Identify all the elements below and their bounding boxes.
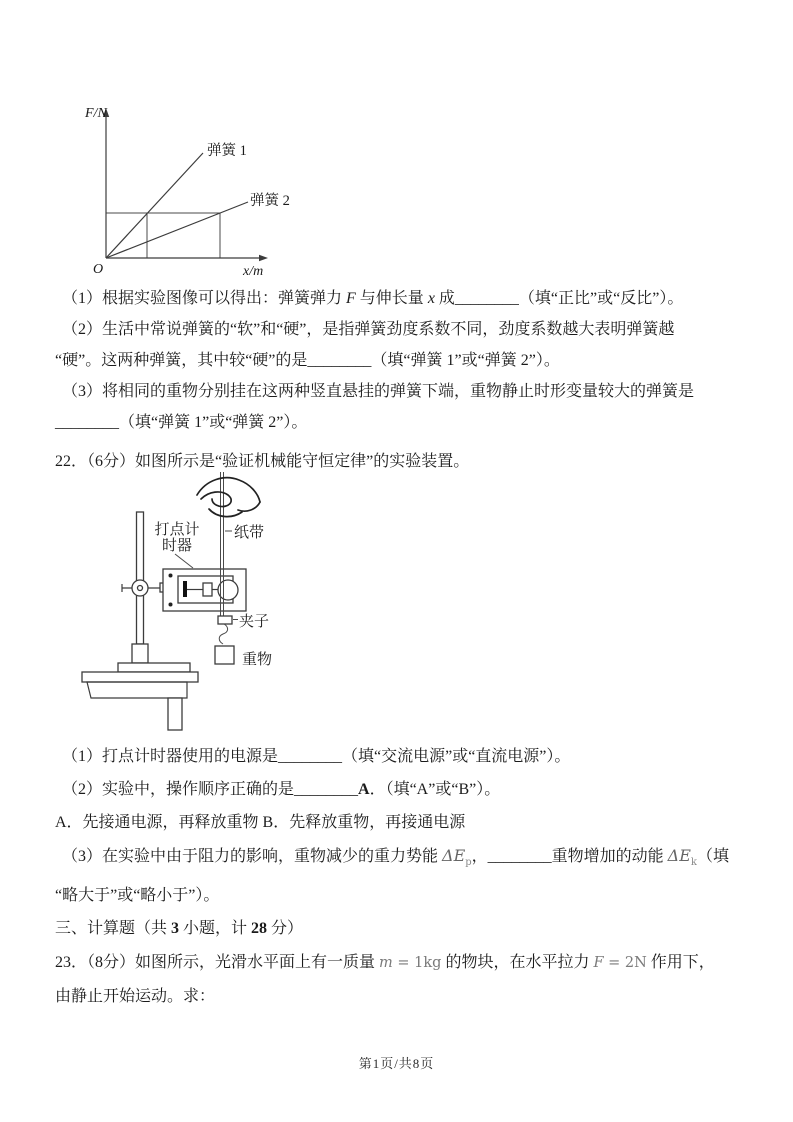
x-axis-arrow-icon <box>259 255 268 261</box>
section3-heading: 三、计算题（共 3 小题，计 28 分） <box>55 920 304 938</box>
q22-part2-answer: A <box>358 781 370 798</box>
q23-line1-mid: 的物块，在水平拉力 <box>441 954 594 971</box>
spring2-label: 弹簧 2 <box>250 193 290 209</box>
q21-part3: （3）将相同的重物分别挂在这两种竖直悬挂的弹簧下端，重物静止时形变量较大的弹簧是 <box>62 383 695 400</box>
tape-label: 纸带 <box>234 525 265 541</box>
delta-Ek-symbol: $\Delta E_k$ <box>667 846 697 869</box>
y-axis-label: F/N <box>85 106 107 121</box>
origin-label: O <box>93 262 104 277</box>
section3-points: 28 <box>251 920 268 938</box>
table <box>82 672 198 730</box>
spring1-label: 弹簧 1 <box>207 143 247 159</box>
q22-part1: （1）打点计时器使用的电源是________（填“交流电源”或“直流电源”）。 <box>62 748 571 765</box>
delta-Ep-symbol: $\Delta E_p$ <box>442 846 472 869</box>
q23-line1-text: 23．（8分）如图所示，光滑水平面上有一质量 <box>55 954 380 971</box>
force-equation: F = 2N <box>593 955 647 971</box>
spring2-line <box>106 202 248 258</box>
q22-part3-text: （3）在实验中由于阻力的影响，重物减少的重力势能 <box>62 848 443 865</box>
spring1-line <box>106 153 203 258</box>
stand-base <box>118 663 190 672</box>
force-extension-graph <box>83 103 313 285</box>
section3-count: 3 <box>171 920 180 938</box>
vibrator-bar <box>183 581 187 597</box>
q22-part3-mid: ，________重物增加的动能 <box>471 848 668 865</box>
q22-part2 <box>55 773 765 806</box>
q22-part3-post: （填 <box>696 848 729 865</box>
page-number-footer: 第1页/共8页 <box>358 1056 435 1071</box>
stand-rod <box>137 512 144 644</box>
weight <box>215 646 234 664</box>
q21-part2-cont: “硬”。这两种弹簧，其中较“硬”的是________（填“弹簧 1”或“弹簧 2”）。 <box>55 352 560 369</box>
weight-label: 重物 <box>242 652 273 668</box>
q21-text-block <box>55 283 765 438</box>
apparatus-figure <box>60 468 292 740</box>
clip-label: 夹子 <box>239 614 270 630</box>
q23-text-block <box>55 946 765 1013</box>
q22-part3 <box>55 839 765 879</box>
q21-part1 <box>55 283 765 314</box>
extension-symbol: x <box>427 290 435 307</box>
clip <box>218 616 232 624</box>
timer-label-line2: 时器 <box>161 538 193 554</box>
q22-part2-post: ．（填“A”或“B”）。 <box>369 781 501 798</box>
q22-part2-text: （2）实验中，操作顺序正确的是________ <box>62 781 359 798</box>
q23-line2: 由静止开始运动。求： <box>55 988 216 1005</box>
q21-part3-cont: ________（填“弹簧 1”或“弹簧 2”）。 <box>55 414 308 431</box>
q23-line1-post: 作用下， <box>646 954 715 971</box>
q21-part1-text: （1）根据实验图像可以得出：弹簧弹力 <box>62 290 347 307</box>
q22-text-block <box>55 740 765 945</box>
q21-part1-blank: 成________（填“正比”或“反比”）。 <box>434 290 684 307</box>
mass-equation: m = 1kg <box>379 955 442 971</box>
q22-part3-cont: “略大于”或“略小于”）。 <box>55 887 220 905</box>
q21-part1-mid: 与伸长量 <box>355 290 428 307</box>
force-symbol: F <box>346 290 356 307</box>
x-axis-label: x/m <box>243 264 264 279</box>
q22-options: A．先接通电源，再释放重物 B．先释放重物，再接通电源 <box>55 814 466 831</box>
timer-label-line1: 打点计 <box>154 522 200 538</box>
q23-line1 <box>55 946 765 980</box>
q21-part2: （2）生活中常说弹簧的“软”和“硬”，是指弹簧劲度系数不同，劲度系数越大表明弹簧越 <box>62 321 675 338</box>
q22-title: 22．（6分）如图所示是“验证机械能守恒定律”的实验装置。 <box>55 453 470 470</box>
hand-sketch <box>197 478 260 517</box>
stand-rod-foot <box>132 644 148 663</box>
